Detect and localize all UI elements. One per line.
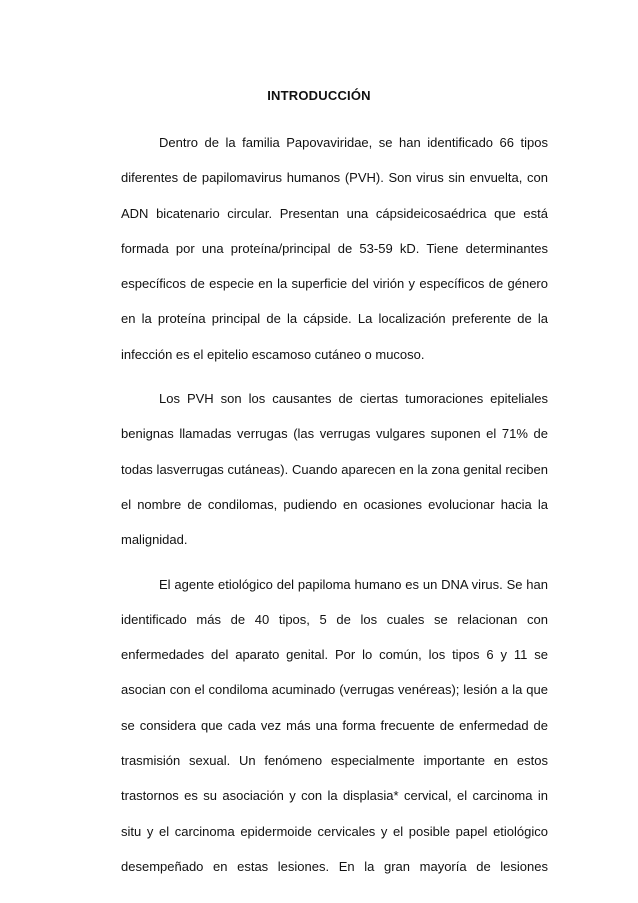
- text-line: trastornos es su asociación y con la displasia* cervical, el carcinoma in: [121, 788, 548, 804]
- text-line: benignas llamadas verrugas (las verrugas vulgares suponen el 71% de: [121, 426, 548, 442]
- text-line: desempeñado en estas lesiones. En la gran mayoría de lesiones: [121, 858, 548, 874]
- text-line: específicos de especie en la superficie del virión y específicos de género: [121, 276, 548, 292]
- text-line: formada por una proteína/principal de 53-59 kD. Tiene determinantes: [121, 240, 548, 256]
- text-line: situ y el carcinoma epidermoide cervicales y el posible papel etiológico: [121, 823, 548, 839]
- text-line: se considera que cada vez más una forma frecuente de enfermedad de: [121, 717, 548, 733]
- text-line: Dentro de la familia Papovaviridae, se han identificado 66 tipos: [159, 135, 548, 150]
- text-line: identificado más de 40 tipos, 5 de los cuales se relacionan con: [121, 611, 548, 627]
- text-line: trasmisión sexual. Un fenómeno especialmente importante en estos: [121, 753, 548, 769]
- text-line: infección es el epitelio escamoso cutáneo o mucoso.: [121, 346, 425, 362]
- text-line: en la proteína principal de la cápside. La localización preferente de la: [121, 311, 548, 327]
- page-title: INTRODUCCIÓN: [267, 88, 371, 103]
- text-line: ADN bicatenario circular. Presentan una cápsideicosaédrica que está: [121, 205, 548, 221]
- document-body: [121, 125, 548, 893]
- text-line: malignidad.: [121, 532, 188, 548]
- paragraph: [121, 381, 548, 557]
- paragraph: [121, 125, 548, 372]
- text-line: el nombre de condilomas, pudiendo en ocasiones evolucionar hacia la: [121, 496, 548, 512]
- paragraph: [121, 567, 548, 885]
- text-line: asocian con el condiloma acuminado (verrugas venéreas); lesión a la que: [121, 682, 548, 698]
- text-line: todas lasverrugas cutáneas). Cuando aparecen en la zona genital reciben: [121, 461, 548, 477]
- text-line: Los PVH son los causantes de ciertas tumoraciones epiteliales: [159, 391, 548, 407]
- text-line: El agente etiológico del papiloma humano es un DNA virus. Se han: [159, 576, 548, 592]
- text-line: enfermedades del aparato genital. Por lo común, los tipos 6 y 11 se: [121, 647, 548, 663]
- text-line: diferentes de papilomavirus humanos (PVH). Son virus sin envuelta, con: [121, 170, 548, 186]
